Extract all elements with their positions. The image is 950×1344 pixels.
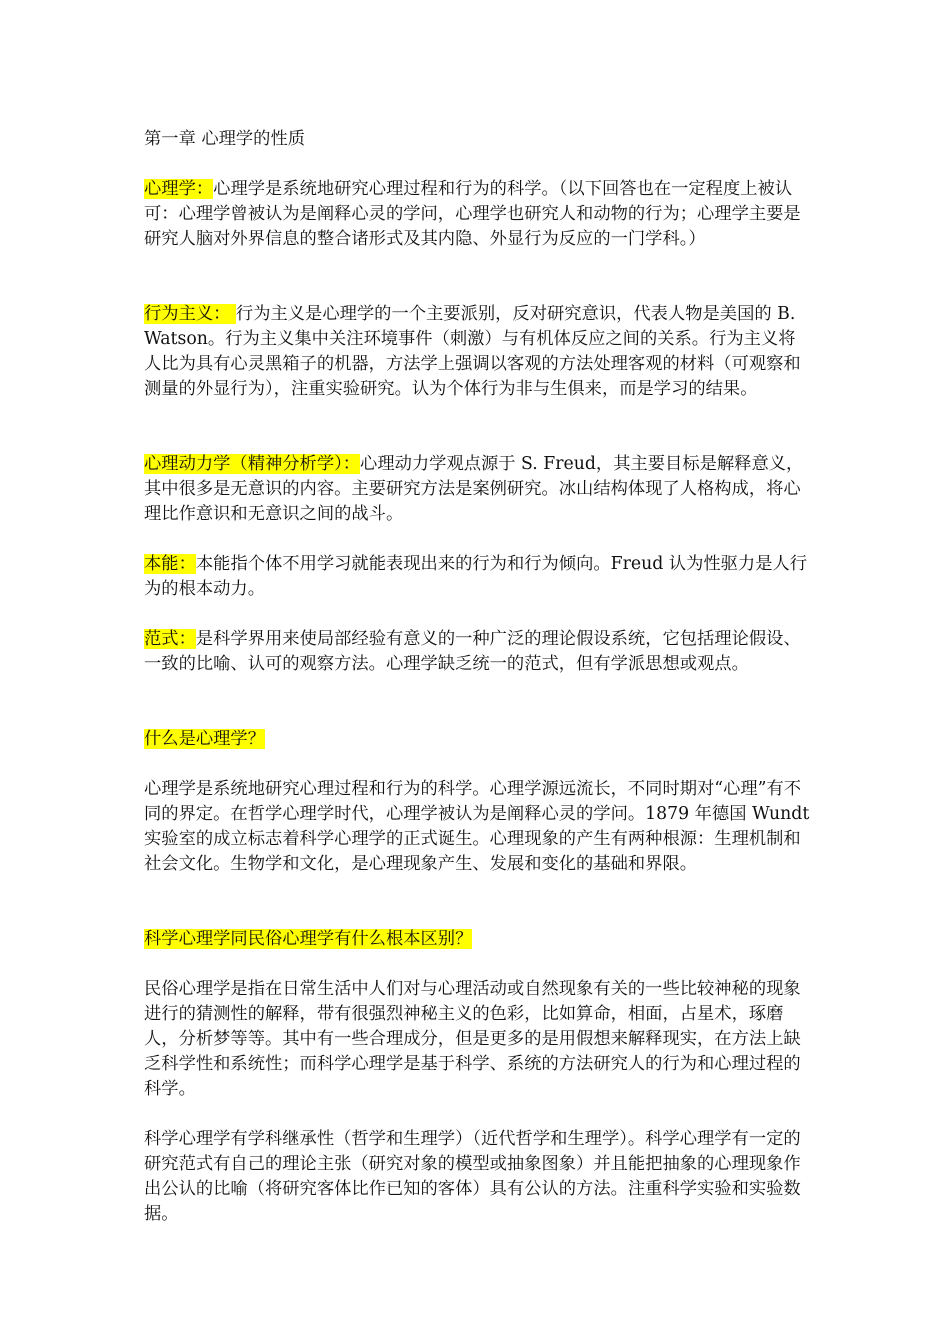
answer-paragraph: 科学心理学有学科继承性（哲学和生理学）（近代哲学和生理学）。科学心理学有一定的研究范式有自己的理论主张（研究对象的模型或抽象图象）并且能把抽象的心理现象作出公认的比喻（将研究客体比作已知的客体）具有公认的方法。注重科学实验和实验数据。 (144, 1129, 801, 1224)
definition-text: 行为主义是心理学的一个主要派别，反对研究意识，代表人物是美国的 B. Watson。行为主义集中关注环境事件（刺激）与有机体反应之间的关系。行为主义将人比为具有心灵黑箱子的机器，方法学上强调以客观的方法处理客观的材料（可观察和测量的外显行为），注重实验研究。认为个体行为非与生俱来，而是学习的结果。 (144, 304, 801, 399)
question-heading (144, 727, 810, 752)
definition-psychodynamics (144, 452, 810, 527)
definition-text: 是科学界用来使局部经验有意义的一种广泛的理论假设系统，它包括理论假设、一致的比喻、认可的观察方法。心理学缺乏统一的范式，但有学派思想或观点。 (144, 629, 801, 674)
definition-instinct (144, 552, 810, 602)
chapter-title: 第一章 心理学的性质 (144, 129, 306, 149)
term-highlight: 本能 (144, 554, 179, 574)
definition-paradigm (144, 627, 810, 677)
question-heading (144, 927, 810, 952)
definition-behaviorism (144, 302, 810, 402)
term-highlight: 范式 (144, 629, 179, 649)
term-separator: ： (195, 179, 214, 199)
term-separator: ： (342, 454, 361, 474)
term-highlight: 心理动力学（精神分析学） (144, 454, 343, 474)
definition-psychology (144, 177, 810, 252)
answer-paragraph: 民俗心理学是指在日常生活中人们对与心理活动或自然现象有关的一些比较神秘的现象进行的猜测性的解释，带有很强烈神秘主义的色彩，比如算命，相面，占星术，琢磨人，分析梦等等。其中有一些合理成分，但是更多的是用假想来解释现实，在方法上缺乏科学性和系统性；而科学心理学是基于科学、系统的方法研究人的行为和心理过程的科学。 (144, 979, 801, 1099)
definition-text: 心理动力学观点源于 S. Freud，其主要目标是解释意义，其中很多是无意识的内容。主要研究方法是案例研究。冰山结构体现了人格构成，将心理比作意识和无意识之间的战斗。 (144, 454, 804, 524)
definition-text: 心理学是系统地研究心理过程和行为的科学。（以下回答也在一定程度上被认可：心理学曾被认为是阐释心灵的学问，心理学也研究人和动物的行为；心理学主要是研究人脑对外界信息的整合诸形式及其内隐、外显行为反应的一门学科。） (144, 179, 801, 249)
answer-paragraph: 心理学是系统地研究心理过程和行为的科学。心理学源远流长，不同时期对“心理”有不同的界定。在哲学心理学时代，心理学被认为是阐释心灵的学问。1879 年德国 Wundt 实验室的成立标志着科学心理学的正式诞生。心理现象的产生有两种根源：生理机制和社会文化。生物学和文化，是心理现象产生、发展和变化的基础和界限。 (144, 779, 810, 874)
definition-text: 本能指个体不用学习就能表现出来的行为和行为倾向。Freud 认为性驱力是人行为的根本动力。 (144, 554, 808, 599)
term-highlight: 行为主义 (144, 304, 214, 324)
question-highlight: 科学心理学同民俗心理学有什么根本区别？ (144, 929, 473, 949)
term-separator: ： (213, 304, 236, 324)
term-highlight: 心理学 (144, 179, 196, 199)
term-separator: ： (178, 554, 196, 574)
question-highlight: 什么是心理学？ (144, 729, 265, 749)
term-separator: ： (178, 629, 196, 649)
